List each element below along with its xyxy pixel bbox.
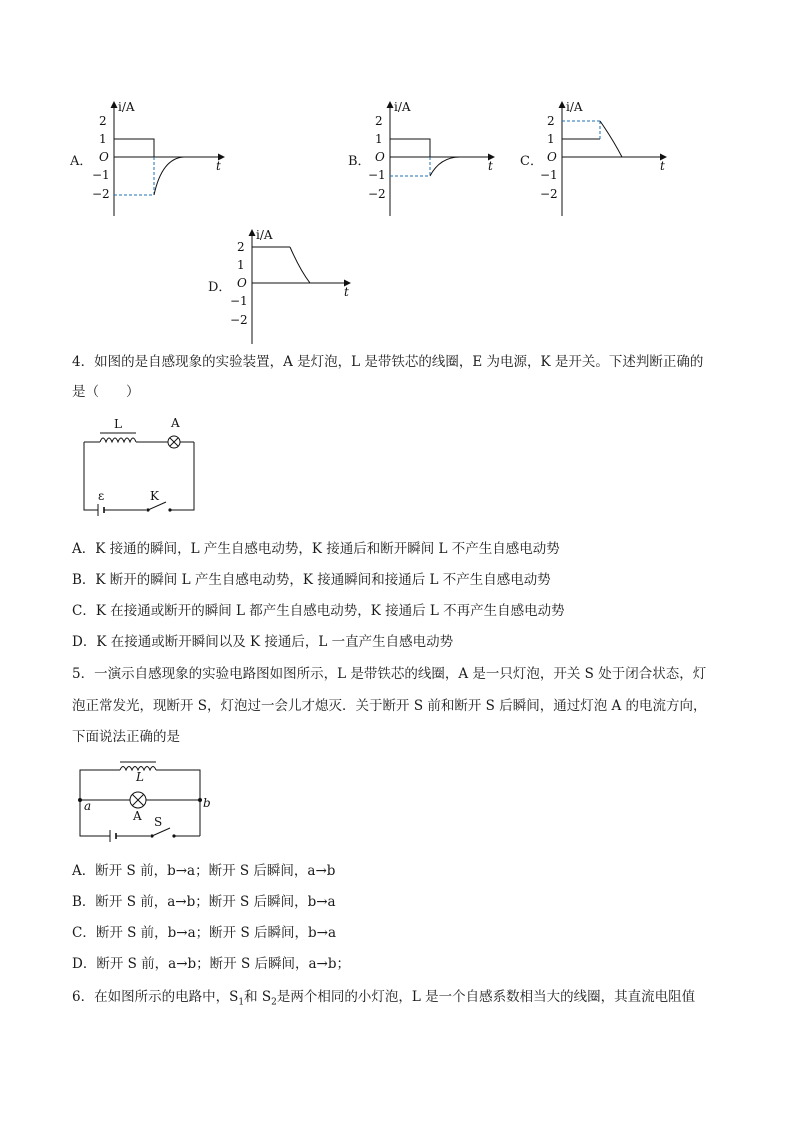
- lamp-label: A: [171, 416, 180, 430]
- tick-neg2: −2: [540, 187, 558, 201]
- q6-stem-pre: 6．在如图所示的电路中，S: [72, 989, 239, 1005]
- q4-circuit-diagram: [78, 416, 208, 520]
- origin-label: O: [99, 150, 109, 164]
- q6-sub1: 1: [238, 997, 245, 1008]
- origin-label: O: [547, 150, 557, 164]
- q6-sub2: 2: [271, 997, 277, 1008]
- node-a-label: a: [84, 799, 92, 813]
- tick-1: 1: [547, 132, 555, 146]
- q6-stem-mid: 和 S: [244, 989, 272, 1005]
- q6-stem-post: 是两个相同的小灯泡，L 是一个自感系数相当大的线圈，其直流电阻值: [276, 989, 696, 1005]
- t-axis-label: t: [216, 159, 221, 173]
- q5-stem-line2: 泡正常发光，现断开 S，灯泡过一会儿才熄灭．关于断开 S 前和断开 S 后瞬间，通过灯泡 A 的电流方向，: [72, 698, 707, 714]
- graph-option-d: [222, 226, 372, 350]
- y-axis-label: i/A: [118, 100, 135, 114]
- tick-neg1: −1: [230, 294, 248, 308]
- graph-option-c-label: C．: [520, 154, 543, 169]
- y-axis-label: i/A: [394, 100, 411, 114]
- graph-option-a-label: A．: [70, 154, 93, 169]
- q4-option-b: B．K 断开的瞬间 L 产生自感电动势，K 接通瞬间和接通后 L 不产生自感电动势: [72, 572, 551, 588]
- tick-neg2: −2: [92, 187, 110, 201]
- q4-stem-line2: 是（ ）: [72, 384, 140, 400]
- node-b-label: b: [203, 796, 211, 810]
- tick-neg1: −1: [92, 168, 110, 182]
- tick-neg2: −2: [230, 313, 248, 327]
- tick-2: 2: [99, 114, 107, 128]
- tick-2: 2: [237, 240, 245, 254]
- t-axis-label: t: [660, 159, 665, 173]
- q4-stem-line1: 4．如图的是自感现象的实验装置，A 是灯泡，L 是带铁芯的线圈，E 为电源，K 是开关。下述判断正确的: [72, 354, 704, 370]
- tick-2: 2: [375, 114, 383, 128]
- tick-neg1: −1: [368, 168, 386, 182]
- lamp-label: A: [133, 809, 142, 823]
- origin-label: O: [375, 150, 385, 164]
- coil-label: L: [136, 770, 144, 784]
- switch-label: S: [154, 815, 163, 829]
- q4-option-a: A．K 接通的瞬间，L 产生自感电动势，K 接通后和断开瞬间 L 不产生自感电动势: [72, 541, 560, 557]
- tick-1: 1: [237, 258, 245, 272]
- origin-label: O: [237, 276, 247, 290]
- q4-option-d: D．K 在接通或断开瞬间以及 K 接通后，L 一直产生自感电动势: [72, 634, 454, 650]
- battery-label: ε: [98, 489, 105, 503]
- graph-option-b-label: B．: [348, 154, 371, 169]
- t-axis-label: t: [488, 159, 493, 173]
- t-axis-label: t: [344, 285, 349, 299]
- q5-option-d: D．断开 S 前，a→b；断开 S 后瞬间，a→b；: [72, 956, 350, 972]
- q5-stem-line1: 5．一演示自感现象的实验电路图如图所示，L 是带铁芯的线圈，A 是一只灯泡，开关 S 处于闭合状态，灯: [72, 666, 707, 682]
- tick-neg1: −1: [540, 168, 558, 182]
- q5-option-b: B．断开 S 前，a→b；断开 S 后瞬间，b→a: [72, 894, 336, 910]
- tick-1: 1: [99, 132, 107, 146]
- q5-option-c: C．断开 S 前，b→a；断开 S 后瞬间，b→a: [72, 925, 336, 941]
- tick-2: 2: [547, 114, 555, 128]
- graph-option-c: [532, 98, 682, 222]
- q5-stem-line3: 下面说法正确的是: [72, 729, 180, 745]
- tick-1: 1: [375, 132, 383, 146]
- tick-neg2: −2: [368, 187, 386, 201]
- graph-option-b: [360, 98, 510, 222]
- coil-label: L: [114, 417, 122, 431]
- graph-option-d-label: D．: [208, 280, 232, 295]
- q5-circuit-diagram: [74, 758, 214, 852]
- y-axis-label: i/A: [566, 100, 583, 114]
- switch-label: K: [150, 489, 159, 503]
- q4-option-c: C．K 在接通或断开的瞬间 L 都产生自感电动势，K 接通后 L 不再产生自感电动势: [72, 603, 565, 619]
- q6-stem: [72, 987, 695, 1013]
- y-axis-label: i/A: [256, 228, 273, 242]
- graph-option-a: [84, 98, 234, 222]
- q5-option-a: A．断开 S 前，b→a；断开 S 后瞬间，a→b: [72, 863, 336, 879]
